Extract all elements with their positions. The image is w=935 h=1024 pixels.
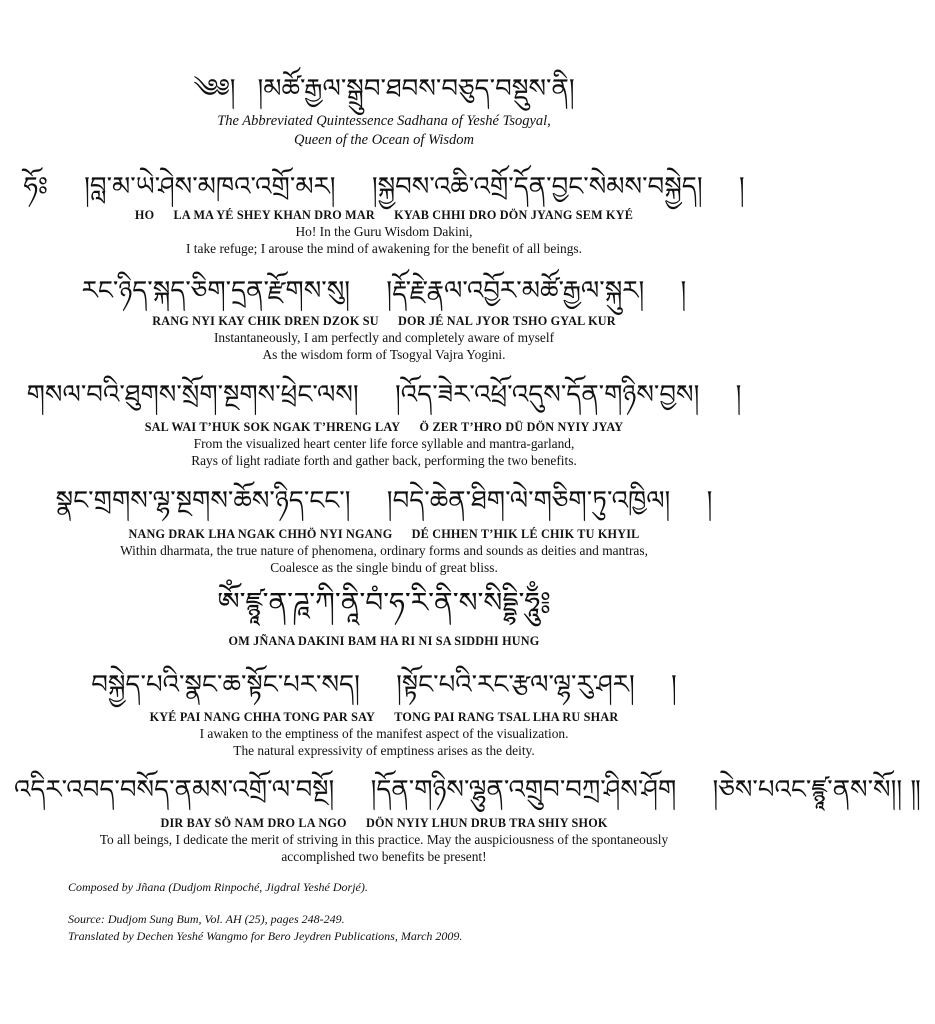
verse-1-translation: [0, 224, 768, 257]
shad-mark: །: [735, 380, 742, 410]
translation-line: As the wisdom form of Tsogyal Vajra Yogini.: [262, 346, 506, 362]
verse-6-tibetan: [0, 670, 768, 700]
translation-line: I awaken to the emptiness of the manifest aspect of the visualization.: [199, 726, 569, 741]
tibetan-phrase: སྣང་གྲགས་ལྷ་སྔགས་ཆོས་ཉིད་ངང་།: [55, 486, 351, 516]
phonetic-phrase: OM JÑANA DAKINI BAM HA RI NI SA SIDDHI HUNG: [228, 634, 540, 648]
verse-4-phonetics: [0, 527, 768, 542]
tibetan-phrase: རང་ཉིད་སྐད་ཅིག་དྲན་རྫོགས་སུ།: [81, 276, 351, 306]
verse-3-translation: [0, 436, 768, 469]
tibetan-phrase: གསལ་བའི་ཐུགས་སྲོག་སྔགས་ཕྲེང་ལས།: [26, 380, 359, 410]
translated-note: Translated by Dechen Yeshé Wangmo for Bero Jeydren Publications, March 2009.: [68, 929, 463, 943]
translation-line: Rays of light radiate forth and gather back, performing the two benefits.: [191, 452, 577, 468]
tibetan-phrase: འདིར་འབད་བསོད་ནམས་འགྲོ་ལ་བསྔོ།: [14, 775, 335, 805]
verse-6-translation: [0, 726, 768, 759]
mantra-phonetics: [0, 634, 768, 649]
translation-line: The natural expressivity of emptiness arises as the deity.: [233, 742, 535, 758]
phonetic-phrase: DÖN NYIY LHUN DRUB TRA SHIY SHOK: [365, 816, 608, 830]
composed-note: Composed by Jñana (Dudjom Rinpoché, Jigdral Yeshé Dorjé).: [68, 880, 368, 894]
verse-7-tibetan: [0, 775, 921, 805]
phonetic-phrase: DÉ CHHEN T’HIK LÉ CHIK TU KHYIL: [411, 527, 640, 541]
phonetic-phrase: KYÉ PAI NANG CHHA TONG PAR SAY: [149, 710, 376, 724]
shad-mark: །: [680, 276, 687, 306]
phonetic-phrase: HO: [134, 208, 155, 222]
translation-line: From the visualized heart center life force syllable and mantra-garland,: [193, 436, 575, 451]
shad-mark: །: [738, 172, 745, 202]
phonetic-phrase: DOR JÉ NAL JYOR TSHO GYAL KUR: [398, 314, 616, 328]
phonetic-phrase: LA MA YÉ SHEY KHAN DRO MAR: [173, 208, 375, 222]
title-line-1: The Abbreviated Quintessence Sadhana of Yeshé Tsogyal,: [217, 113, 551, 129]
verse-4-tibetan: [0, 486, 768, 516]
mantra-syllables: ཨོཾ་ཛྙཱ་ན་ཌཱ་ཀི་ནཱི་བཾ་ཧ་རི་ནི་ས་སིདྡྷི་ཧཱུྃ༔: [217, 586, 551, 619]
title-tibetan: [0, 74, 768, 104]
translation-line: Ho! In the Guru Wisdom Dakini,: [295, 224, 473, 239]
verse-2-translation: [0, 330, 768, 363]
tibetan-phrase: །བདེ་ཆེན་ཐིག་ལེ་གཅིག་ཏུ་འཁྱིལ།: [386, 486, 671, 516]
tibetan-phrase: བསྐྱེད་པའི་སྣང་ཆ་སྟོང་པར་སད།: [91, 670, 360, 700]
verse-6-phonetics: [0, 710, 768, 725]
tibetan-phrase: །འོད་ཟེར་འཕྲོ་འདུས་དོན་གཉིས་བྱས།: [394, 380, 700, 410]
tibetan-phrase: །བླ་མ་ཡེ་ཤེས་མཁའ་འགྲོ་མར།: [84, 172, 336, 202]
translation-line: Within dharmata, the true nature of phenomena, ordinary forms and sounds as deities and mantras,: [120, 543, 648, 558]
verse-3-phonetics: [0, 420, 768, 435]
verse-1-phonetics: [0, 208, 768, 223]
verse-7-translation: [0, 832, 768, 865]
mantra-tibetan: [0, 588, 768, 618]
verse-7-phonetics: [0, 816, 768, 831]
tibetan-phrase: །སྐྱབས་འཆི་འགྲོ་དོན་བྱང་སེམས་བསྐྱེད།: [371, 172, 703, 202]
phonetic-phrase: Ö ZER T’HRO DÜ DÖN NYIY JYAY: [419, 420, 624, 434]
tibetan-phrase: །ཅེས་པའང་ཛྙཱ་ནས་སོ།། ༎: [712, 775, 921, 805]
tibetan-phrase: །སྟོང་པའི་རང་རྩལ་ལྷ་རུ་ཤར།: [396, 670, 635, 700]
verse-3-tibetan: [0, 380, 768, 410]
verse-2-phonetics: [0, 314, 768, 329]
shad-mark: །: [671, 670, 677, 700]
phonetic-phrase: SAL WAI T’HUK SOK NGAK T’HRENG LAY: [144, 420, 401, 434]
verse-4-translation: [0, 543, 768, 576]
tibetan-phrase: །དོན་གཉིས་ལྷུན་འགྲུབ་བཀྲ་ཤིས་ཤོག: [370, 775, 677, 805]
phonetic-phrase: KYAB CHHI DRO DÖN JYANG SEM KYÉ: [394, 208, 634, 222]
title-english: [0, 112, 768, 150]
phonetic-phrase: DIR BAY SÖ NAM DRO LA NGO: [160, 816, 347, 830]
translation-line: To all beings, I dedicate the merit of striving in this practice. May the auspiciousness of the spontaneously: [99, 832, 669, 847]
tibetan-phrase: །རྡོ་རྗེ་རྣལ་འབྱོར་མཚོ་རྒྱལ་སྐུར།: [386, 276, 645, 306]
source-note: Source: Dudjom Sung Bum, Vol. AH (25), pages 248-249.: [68, 912, 345, 926]
tibetan-phrase: ཧོཿ: [23, 172, 48, 202]
translation-line: Instantaneously, I am perfectly and completely aware of myself: [213, 330, 555, 345]
phonetic-phrase: RANG NYI KAY CHIK DREN DZOK SU: [152, 314, 379, 328]
yig-mgo-ornament: ༄༅།: [193, 74, 236, 104]
verse-2-tibetan: [0, 276, 768, 306]
title-line-2: Queen of the Ocean of Wisdom: [293, 132, 474, 148]
title-tibetan-text: །མཚོ་རྒྱལ་སྒྲུབ་ཐབས་བཅུད་བསྡུས་ནི།: [257, 74, 575, 104]
translation-line: accomplished two benefits be present!: [281, 848, 487, 864]
verse-1-tibetan: [0, 172, 768, 202]
translation-line: I take refuge; I arouse the mind of awakening for the benefit of all beings.: [186, 240, 582, 256]
phonetic-phrase: TONG PAI RANG TSAL LHA RU SHAR: [394, 710, 619, 724]
translation-line: Coalesce as the single bindu of great bliss.: [270, 559, 498, 575]
shad-mark: །: [706, 486, 713, 516]
phonetic-phrase: NANG DRAK LHA NGAK CHHÖ NYI NGANG: [128, 527, 393, 541]
